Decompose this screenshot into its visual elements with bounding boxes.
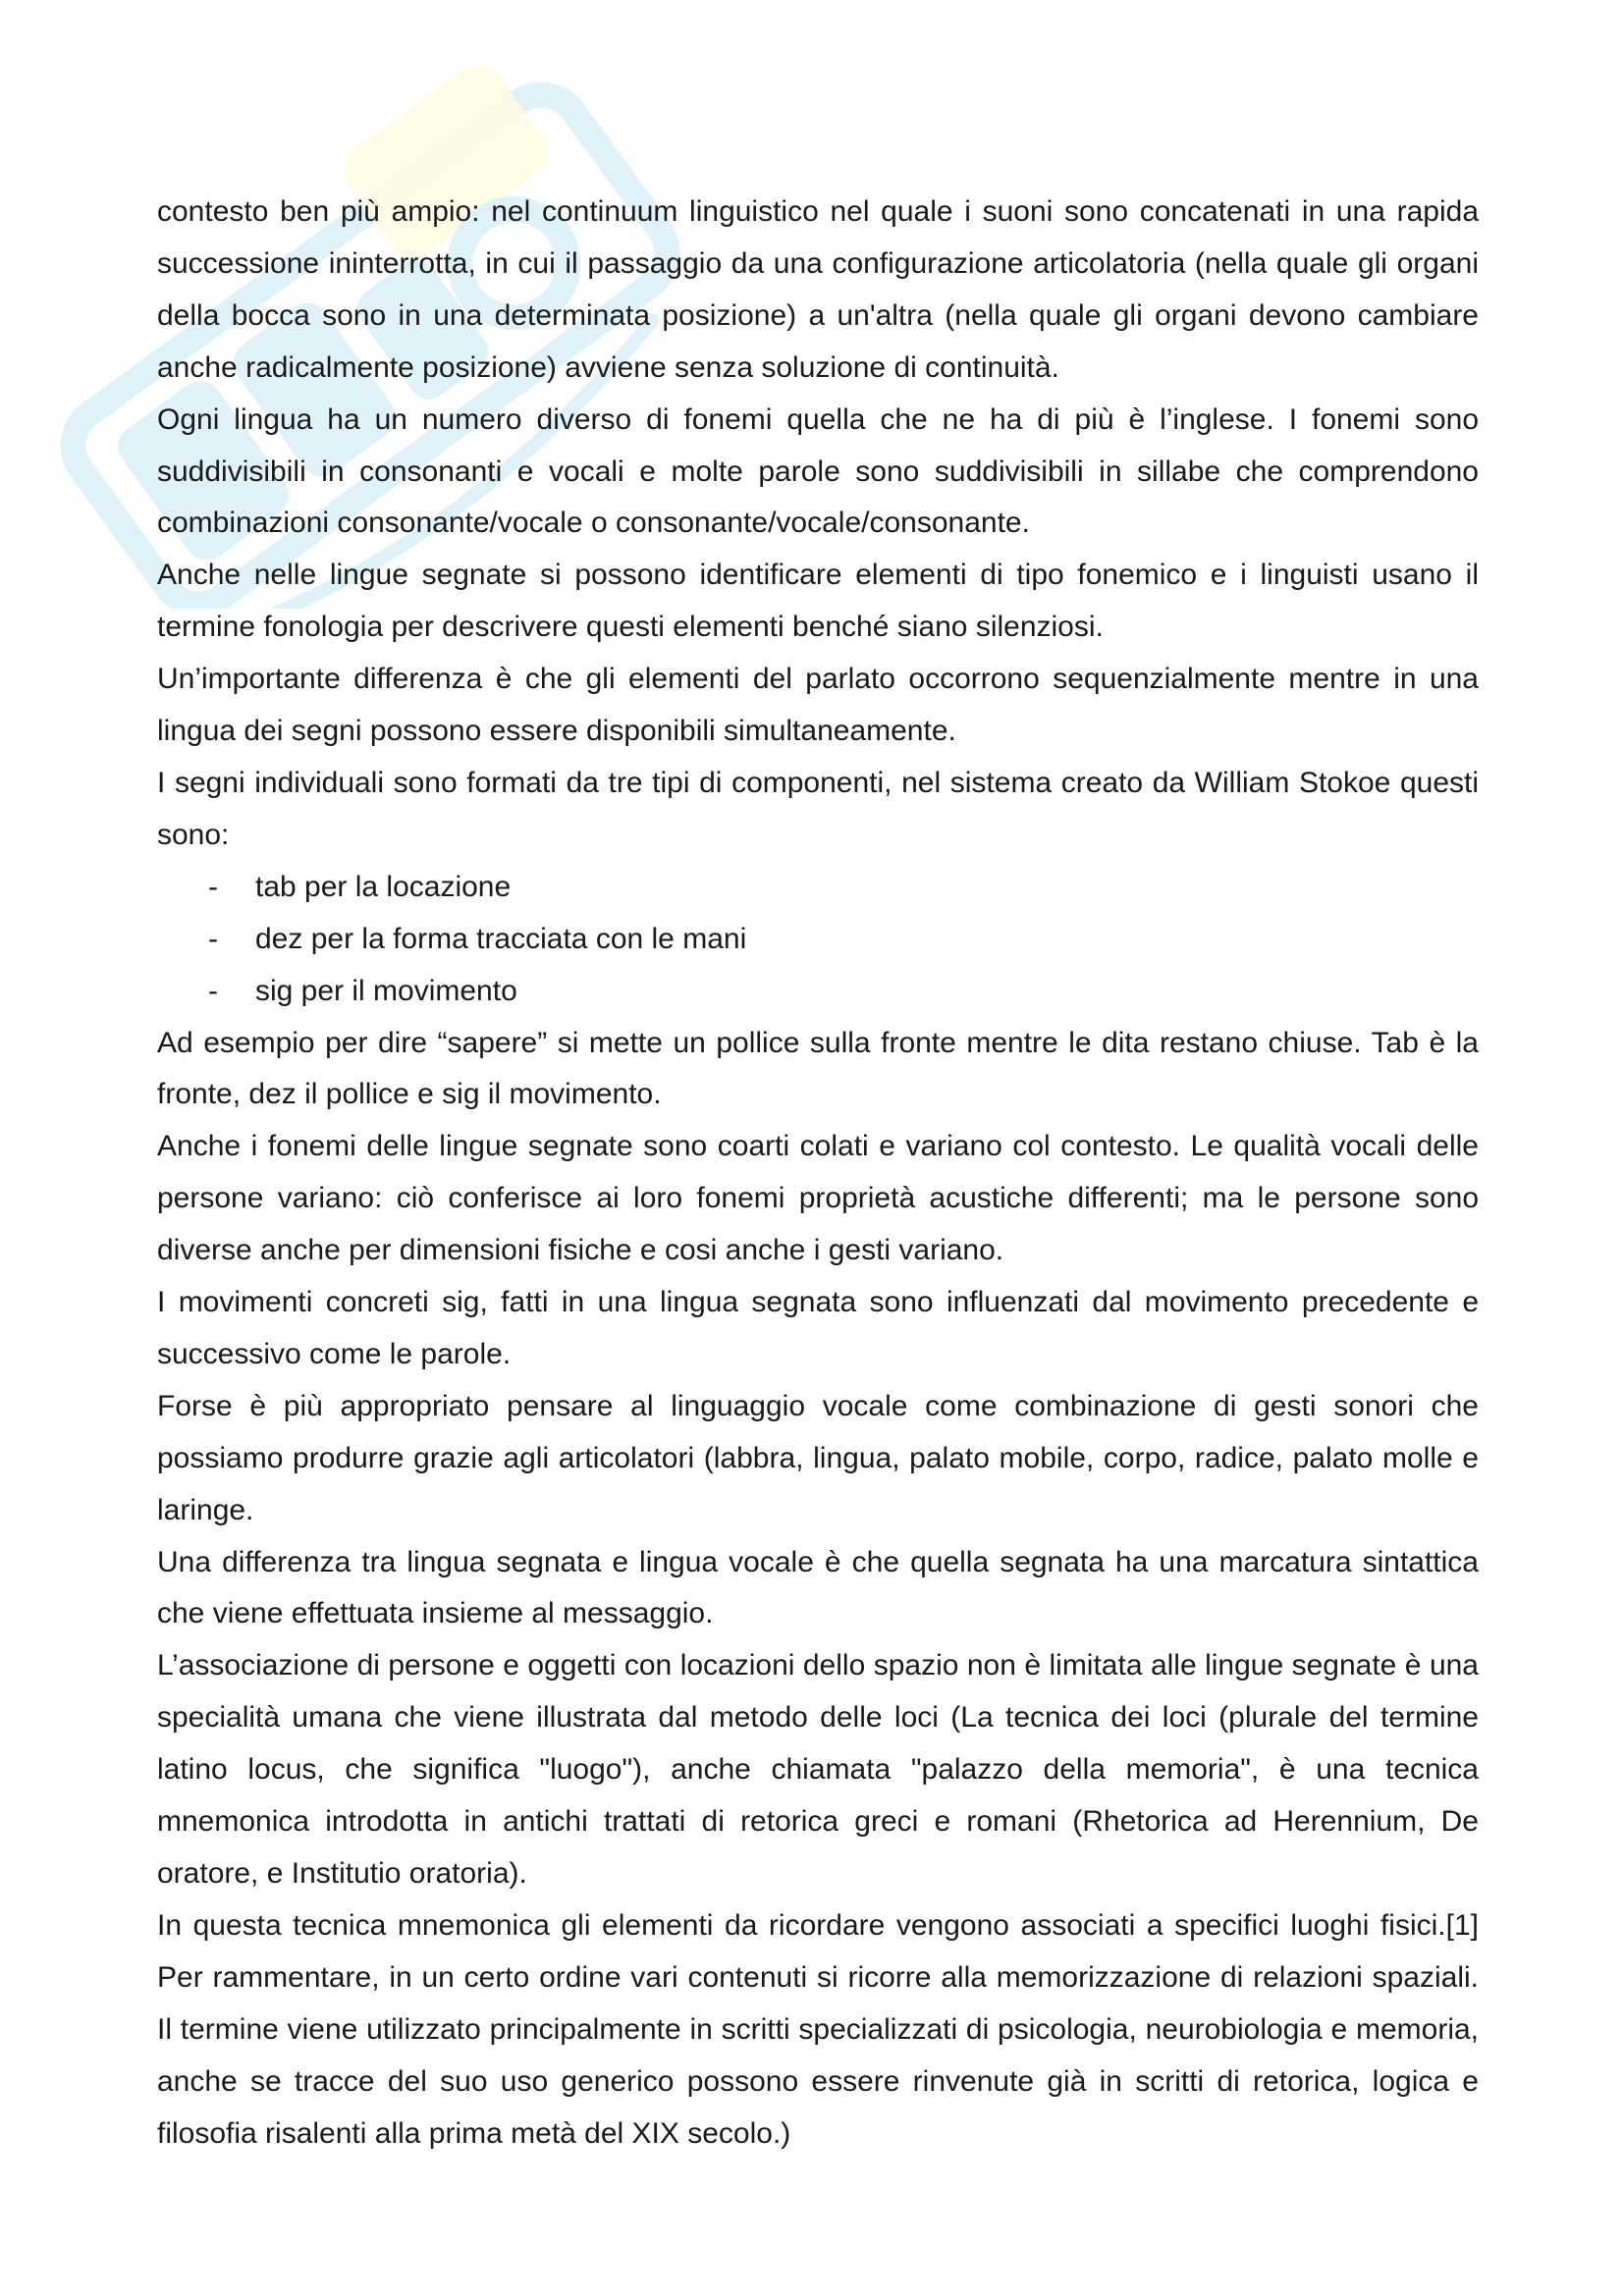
paragraph: In questa tecnica mnemonica gli elementi da ricordare vengono associati a specifici luoghi fisici.[1] Per rammentare, in un certo ordine vari contenuti si ricorre alla memorizzazione di relazioni spaziali. Il termine viene utilizzato principalmente in scritti specializzati di psicologia, neurobiologia e memoria, anche se tracce del suo uso generico possono essere rinvenute già in scritti di retorica, logica e filosofia risalenti alla prima metà del XIX secolo.) bbox=[157, 1908, 1479, 2150]
list-item-text: sig per il movimento bbox=[255, 974, 517, 1007]
paragraph: Ad esempio per dire “sapere” si mette un pollice sulla fronte mentre le dita restano chiuse. Tab è la fronte, dez il pollice e sig il movimento. bbox=[157, 1026, 1479, 1111]
paragraph: I movimenti concreti sig, fatti in una lingua segnata sono influenzati dal movimento precedente e successivo come le parole. bbox=[157, 1286, 1479, 1370]
list-marker: - bbox=[208, 870, 218, 903]
paragraph: contesto ben più ampio: nel continuum linguistico nel quale i suoni sono concatenati in una rapida successione ininterrotta, in cui il passaggio da una configurazione articolatoria (nella quale gli organi della bocca sono in una determinata posizione) a un'altra (nella quale gli organi devono cambiare anche radicalmente posizione) avviene senza soluzione di continuità. bbox=[157, 195, 1479, 384]
paragraph: Anche nelle lingue segnate si possono identificare elementi di tipo fonemico e i linguisti usano il termine fonologia per descrivere questi elementi benché siano silenziosi. bbox=[157, 559, 1479, 644]
list-item bbox=[157, 914, 1479, 966]
list-marker: - bbox=[208, 922, 218, 955]
paragraph: Anche i fonemi delle lingue segnate sono coarti colati e variano col contesto. Le qualità vocali delle persone variano: ciò conferisce ai loro fonemi proprietà acustiche differenti; ma le persone sono diverse anche per dimensioni fisiche e cosi anche i gesti variano. bbox=[157, 1130, 1479, 1267]
list-item bbox=[157, 966, 1479, 1018]
list-item bbox=[157, 862, 1479, 914]
paragraph: Una differenza tra lingua segnata e lingua vocale è che quella segnata ha una marcatura sintattica che viene effettuata insieme al messaggio. bbox=[157, 1545, 1479, 1630]
list-marker: - bbox=[208, 974, 218, 1007]
paragraph: Un’importante differenza è che gli elementi del parlato occorrono sequenzialmente mentre in una lingua dei segni possono essere disponibili simultaneamente. bbox=[157, 663, 1479, 748]
list-item-text: dez per la forma tracciata con le mani bbox=[255, 922, 747, 955]
paragraph: L’associazione di persone e oggetti con locazioni dello spazio non è limitata alle lingue segnate è una specialità umana che viene illustrata dal metodo delle loci (La tecnica dei loci (plurale del termine latino locus, che significa "luogo"), anche chiamata "palazzo della memoria", è una tecnica mnemonica introdotta in antichi trattati di retorica greci e romani (Rhetorica ad Herennium, De oratore, e Institutio oratoria). bbox=[157, 1649, 1479, 1890]
paragraph: Forse è più appropriato pensare al linguaggio vocale come combinazione di gesti sonori che possiamo produrre grazie agli articolatori (labbra, lingua, palato mobile, corpo, radice, palato molle e laringe. bbox=[157, 1389, 1479, 1526]
paragraph: Ogni lingua ha un numero diverso di fonemi quella che ne ha di più è l’inglese. I fonemi sono suddivisibili in consonanti e vocali e molte parole sono suddivisibili in sillabe che comprendono combinazioni consonante/vocale o consonante/vocale/consonante. bbox=[157, 402, 1479, 540]
document-body bbox=[157, 187, 1479, 2160]
stokoe-components-list bbox=[157, 862, 1479, 1018]
list-item-text: tab per la locazione bbox=[255, 870, 512, 903]
paragraph: I segni individuali sono formati da tre tipi di componenti, nel sistema creato da William Stokoe questi sono: bbox=[157, 766, 1479, 851]
